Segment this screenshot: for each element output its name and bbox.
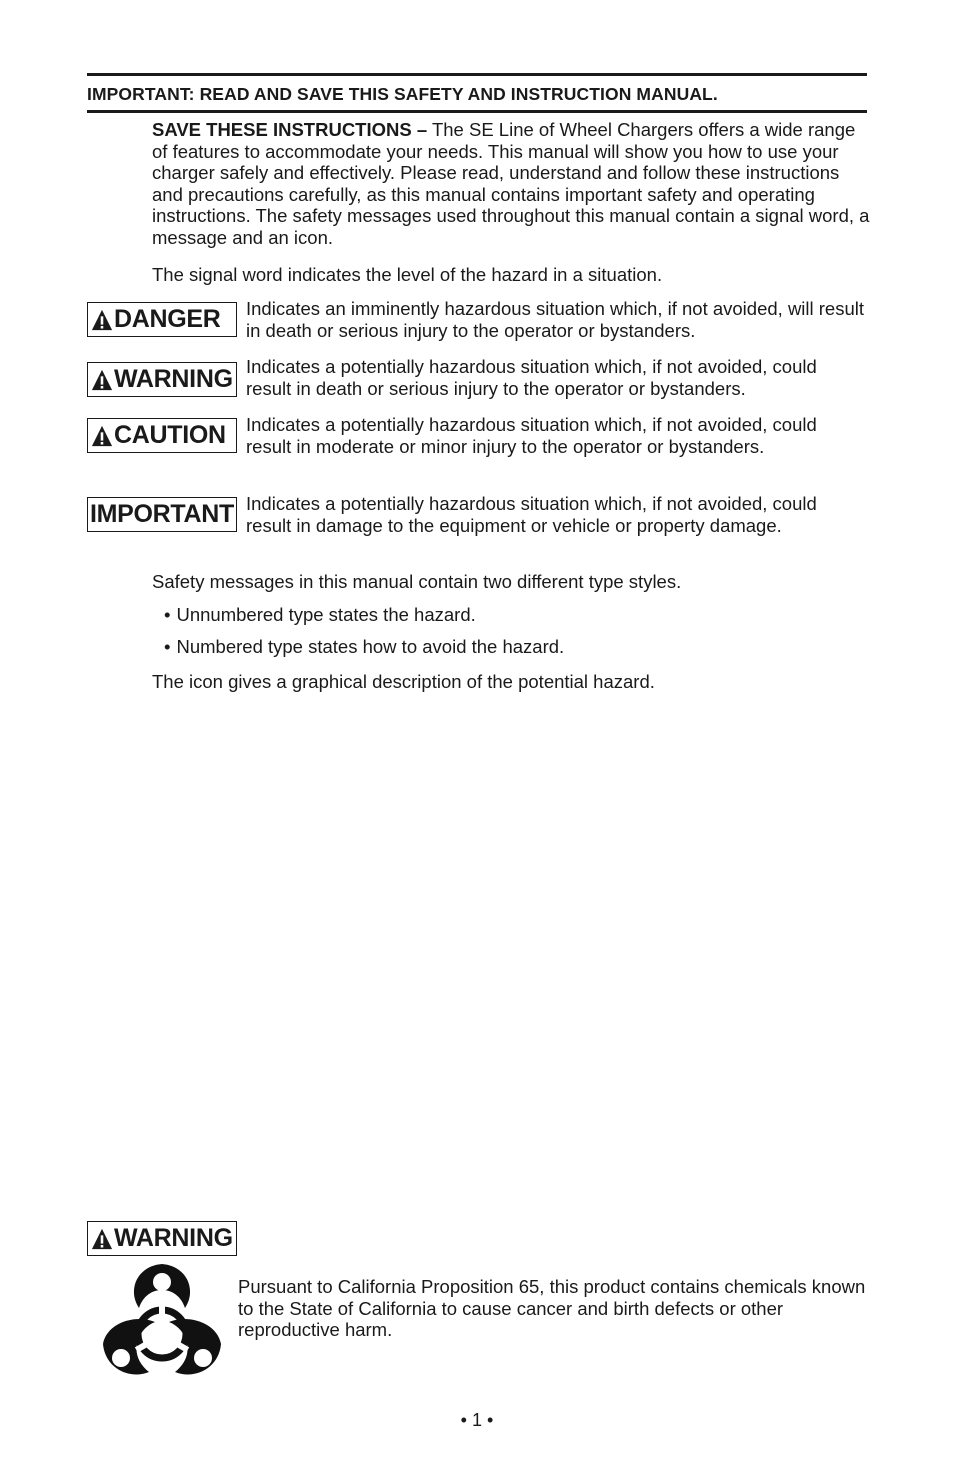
prop65-warning-label: WARNING [114, 1224, 233, 1252]
caution-description: Indicates a potentially hazardous situation which, if not avoided, could result in moderate or minor injury to the operator or bystanders. [246, 414, 817, 457]
page-number [0, 1410, 954, 1431]
bullet-text: Unnumbered type states the hazard. [176, 604, 476, 625]
icon-note: The icon gives a graphical description of the potential hazard. [152, 671, 655, 692]
list-item [164, 636, 564, 658]
danger-description: Indicates an imminently hazardous situation which, if not avoided, will result in death or serious injury to the operator or bystanders. [246, 298, 865, 341]
list-item [164, 604, 476, 626]
page-title: IMPORTANT: READ AND SAVE THIS SAFETY AND INSTRUCTION MANUAL. [87, 84, 718, 104]
caution-label: CAUTION [114, 421, 226, 449]
warning-triangle-icon [91, 369, 113, 391]
page-bullet-right: • [487, 1410, 494, 1430]
important-badge [87, 497, 237, 532]
warning-triangle-icon [91, 425, 113, 447]
intro-body: The SE Line of Wheel Chargers offers a wide range of features to accommodate your needs. This manual will show you how to use your charger safely and effectively. Please read, understand and follow these instructions and precautions carefully, as this manual contains important safety and operating instructions. The safety messages used throughout this manual contain a signal word, a message and an icon. [152, 119, 870, 248]
bullet-dot: • [164, 636, 171, 657]
important-label: IMPORTANT [89, 500, 235, 528]
biohazard-icon [97, 1260, 227, 1382]
type-styles-intro: Safety messages in this manual contain two different type styles. [152, 571, 682, 592]
bullet-text: Numbered type states how to avoid the hazard. [176, 636, 565, 657]
intro-paragraph [152, 119, 872, 248]
page-number-value: 1 [471, 1410, 482, 1430]
danger-label: DANGER [114, 305, 221, 333]
warning-description: Indicates a potentially hazardous situation which, if not avoided, could result in death or serious injury to the operator or bystanders. [246, 356, 817, 399]
important-description: Indicates a potentially hazardous situation which, if not avoided, could result in damage to the equipment or vehicle or property damage. [246, 493, 817, 536]
page-bullet-left: • [460, 1410, 467, 1430]
warning-badge [87, 362, 237, 397]
caution-badge [87, 418, 237, 453]
warning-label: WARNING [114, 365, 233, 393]
prop65-text: Pursuant to California Proposition 65, this product contains chemicals known to the State of California to cause cancer and birth defects or other reproductive harm. [238, 1276, 866, 1340]
danger-badge [87, 302, 237, 337]
warning-triangle-icon [91, 309, 113, 331]
header-bottom-rule [87, 110, 867, 113]
bullet-dot: • [164, 604, 171, 625]
intro-lead: SAVE THESE INSTRUCTIONS – [152, 119, 428, 140]
top-rule [87, 73, 867, 76]
warning-triangle-icon [91, 1228, 113, 1250]
signal-intro: The signal word indicates the level of the hazard in a situation. [152, 264, 663, 285]
prop65-warning-badge [87, 1221, 237, 1256]
